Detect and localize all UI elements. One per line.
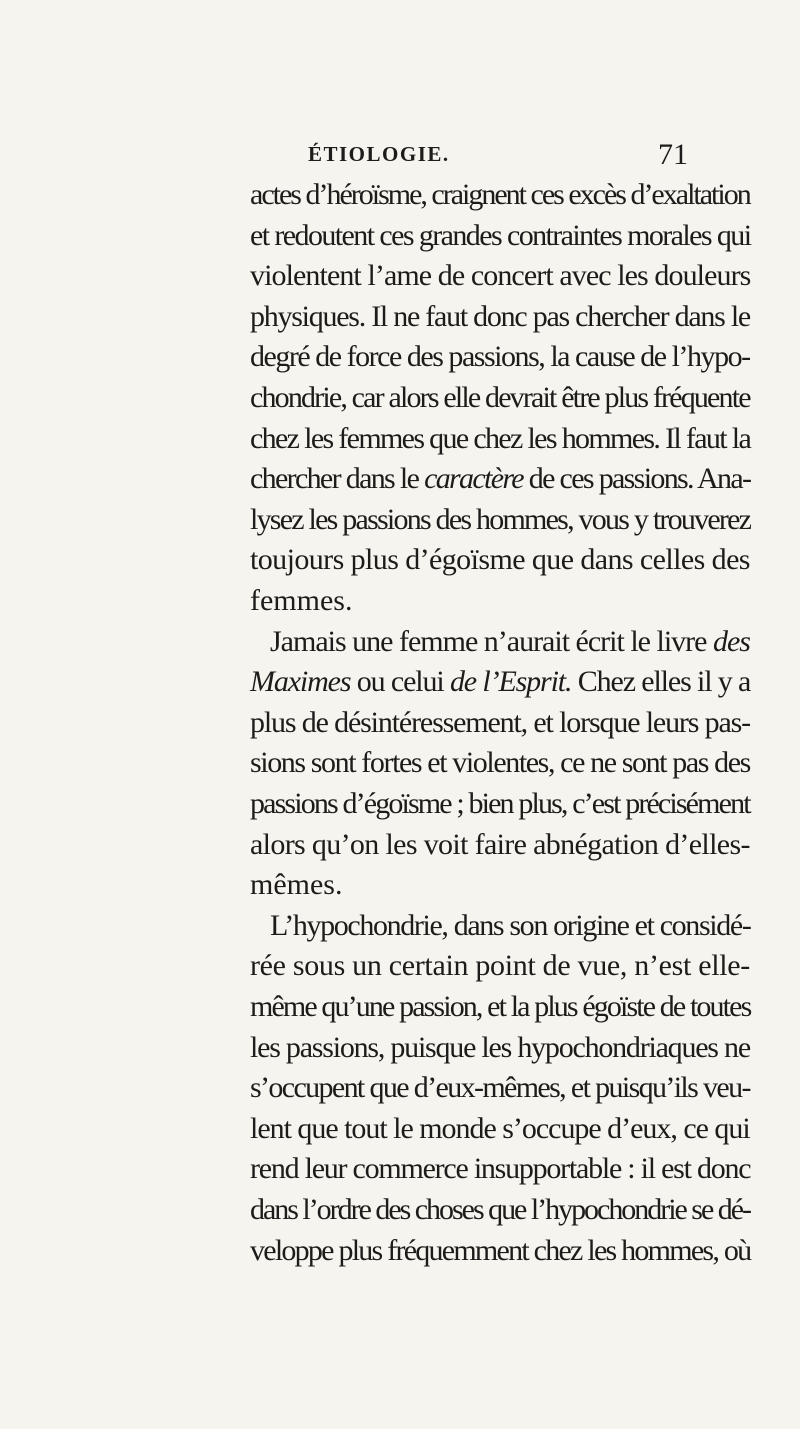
text-segment: degré de force des passions, la cause de l’hypo- (250, 340, 750, 374)
text-segment: sions sont fortes et violentes, ce ne sont pas des (250, 746, 750, 780)
text-segment: plus de désintéressement, et lorsque leurs pas- (250, 705, 751, 739)
text-segment: s’occupent que d’eux-mêmes, et puisqu’ils veu- (250, 1071, 750, 1105)
text-segment: chez les femmes que chez les hommes. Il faut la (250, 421, 751, 455)
text-segment: Chez elles il y a (571, 665, 751, 699)
text-segment: les passions, puisque les hypochondriaques ne (250, 1030, 750, 1064)
text-segment: L’hypochondrie, dans son origine et considé- (270, 908, 751, 942)
text-segment: femmes. (250, 584, 353, 617)
text-segment: mêmes. (250, 868, 343, 902)
italic-text: Maximes (250, 665, 351, 699)
text-segment: lent que tout le monde s’occupe d’eux, ce qui (250, 1111, 750, 1145)
text-segment: dans l’ordre des choses que l’hypochondrie se dé- (250, 1193, 750, 1226)
text-segment: chercher dans le (250, 462, 425, 496)
text-segment: et redoutent ces grandes contraintes morales qui (250, 218, 751, 252)
text-segment: chondrie, car alors elle devrait être plus fréquente (250, 381, 750, 414)
text-segment: veloppe plus fréquemment chez les hommes, où (250, 1233, 751, 1267)
text-segment: passions d’égoïsme ; bien plus, c’est précisément (250, 787, 750, 820)
text-segment: lysez les passions des hommes, vous y trouverez (250, 502, 751, 536)
running-head: ÉTIOLOGIE. (308, 142, 450, 166)
text-line (250, 1226, 750, 1276)
italic-text: de l’Esprit. (449, 665, 572, 699)
text-segment: toujours plus d’égoïsme que dans celles des (250, 543, 750, 577)
text-segment: actes d’héroïsme, craignent ces excès d’exaltation (250, 178, 750, 211)
text-segment: de ces passions. Ana- (522, 462, 751, 496)
text-segment: Jamais une femme n’aurait écrit le livre (270, 624, 713, 658)
text-segment: même qu’une passion, et la plus égoïste de toutes (250, 990, 751, 1023)
page-number: 71 (658, 138, 688, 171)
italic-text: des (712, 624, 750, 658)
text-segment: rend leur commerce insupportable : il est donc (250, 1152, 751, 1186)
text-segment: physiques. Il ne faut donc pas chercher dans le (250, 299, 750, 333)
text-segment: rée sous un certain point de vue, n’est elle- (250, 949, 750, 983)
italic-text: caractère (424, 462, 523, 496)
text-segment: alors qu’on les voit faire abnégation d’elles- (250, 827, 750, 861)
text-segment: ou celui (350, 665, 450, 699)
text-segment: violentent l’ame de concert avec les douleurs (250, 259, 751, 293)
